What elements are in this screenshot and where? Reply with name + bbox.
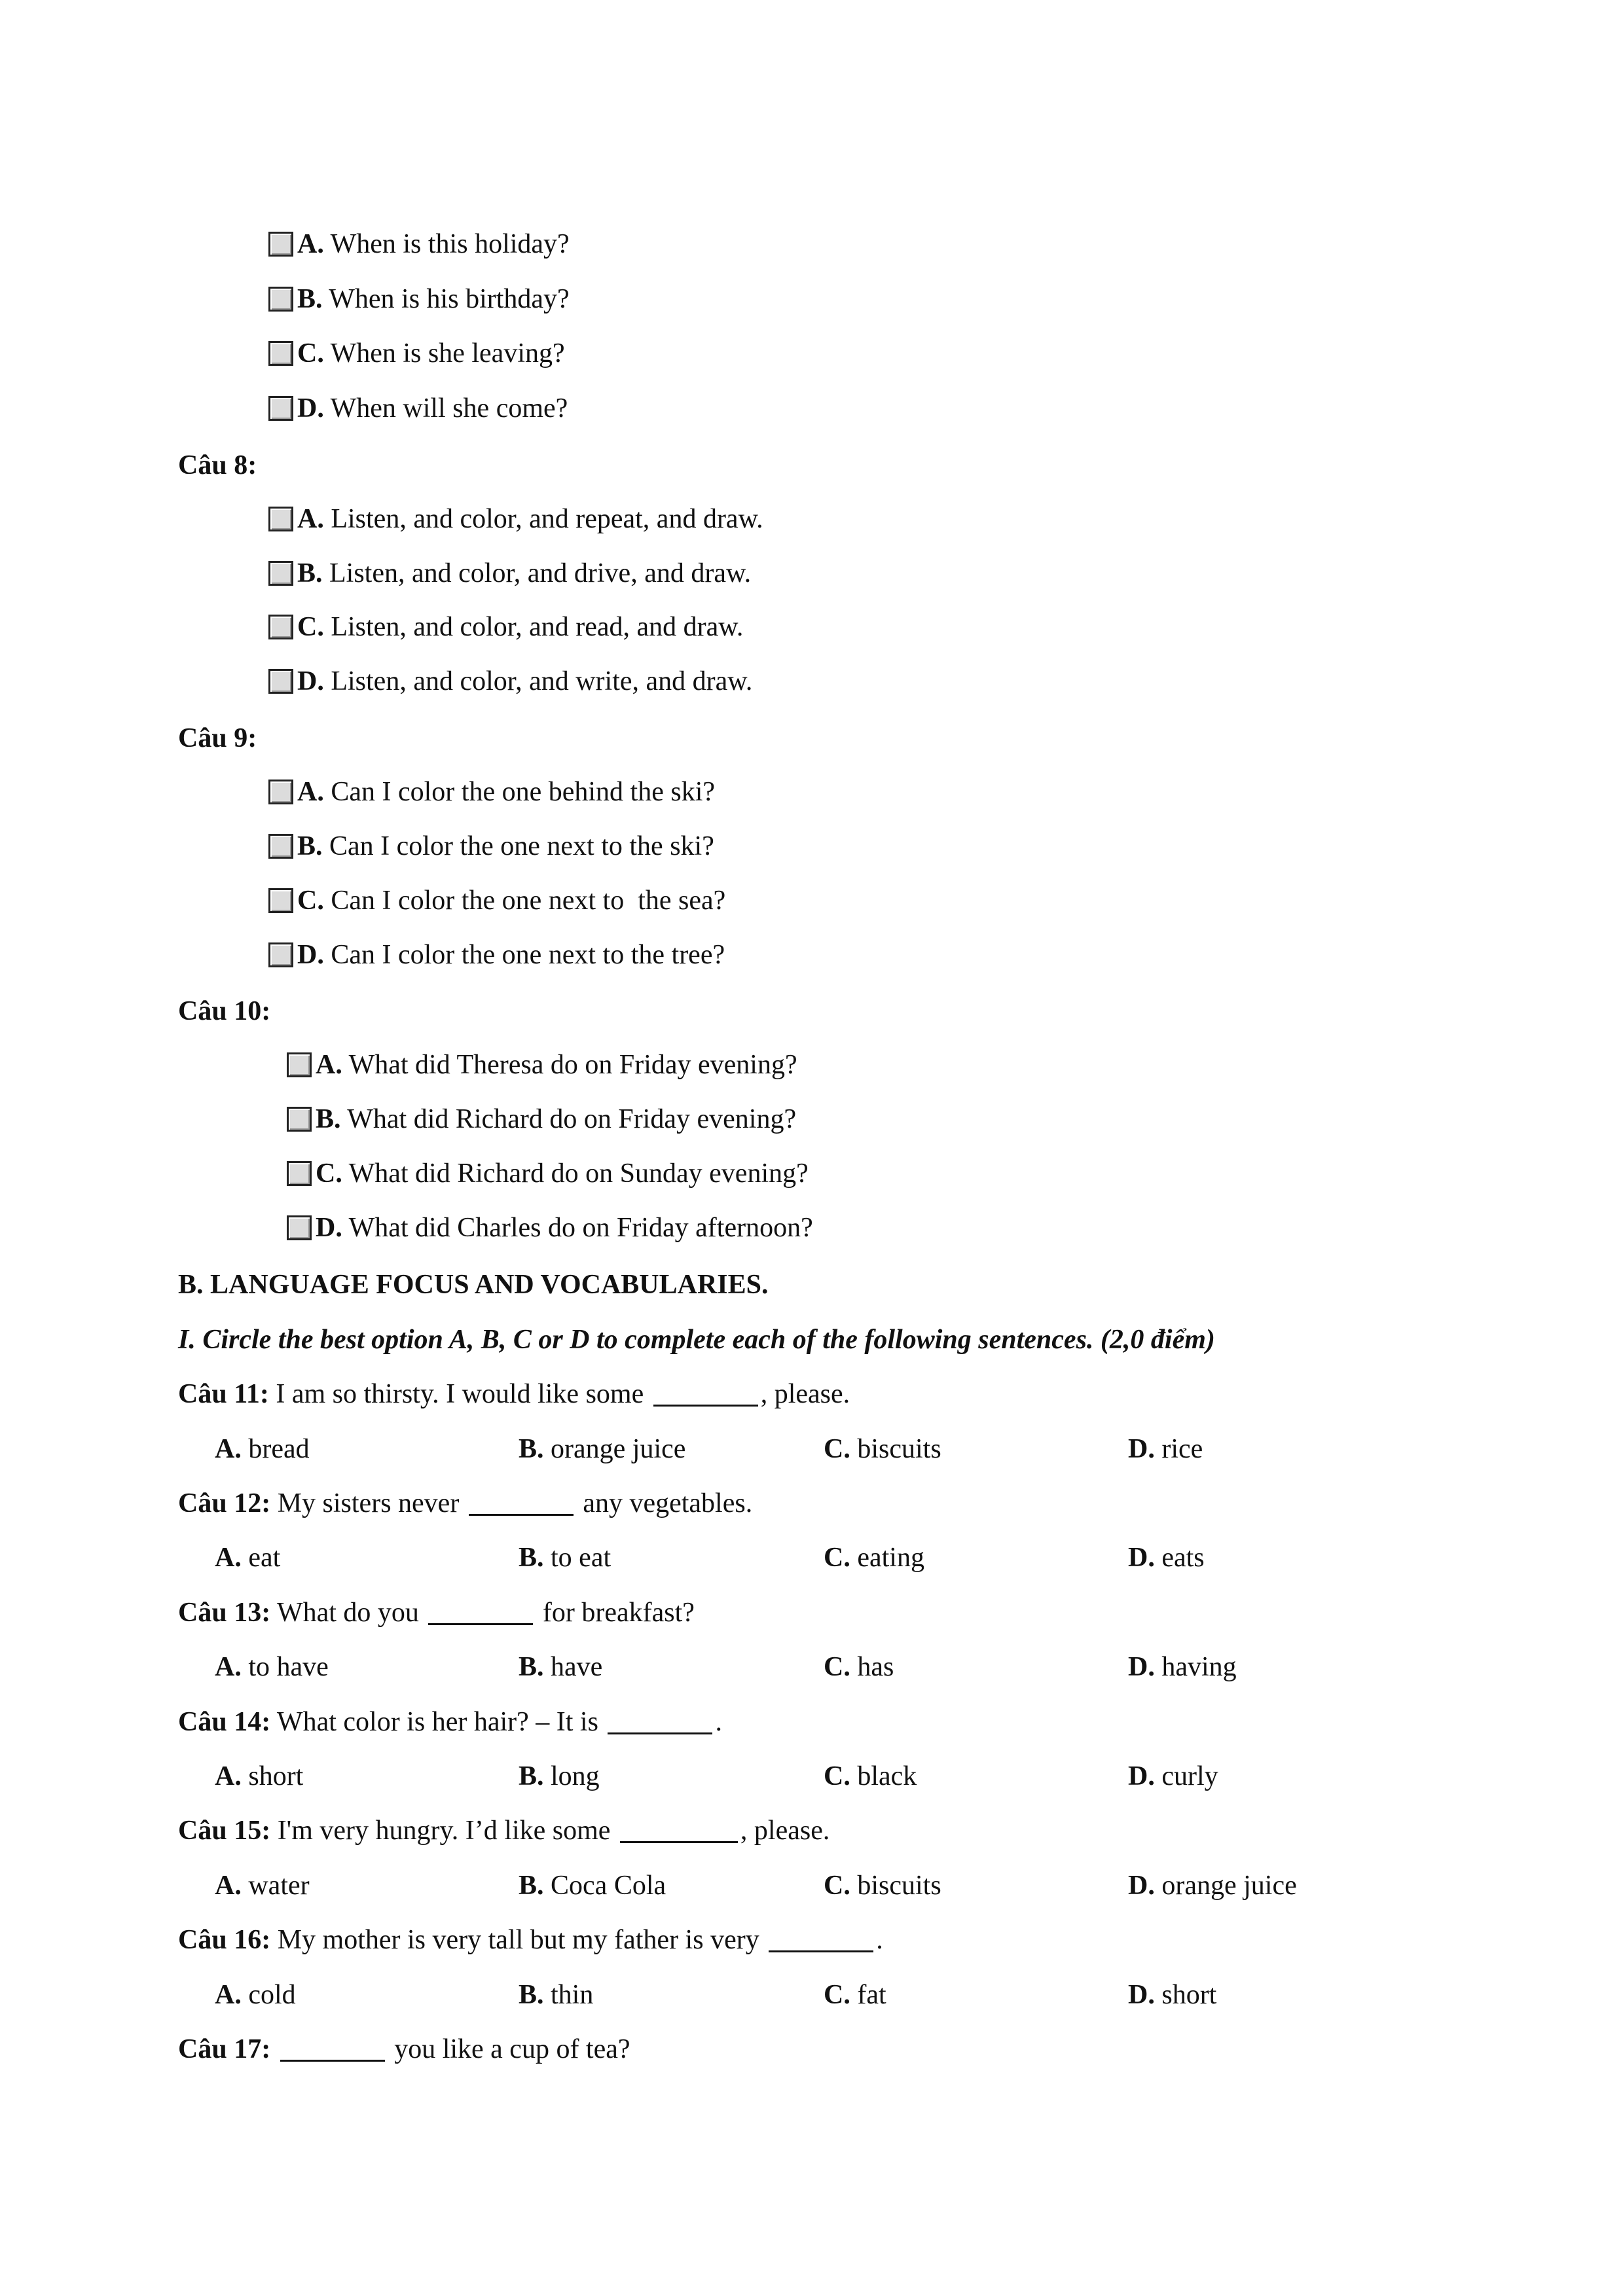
q11-option-c[interactable]: C. biscuits	[824, 1434, 941, 1464]
q11-option-d[interactable]: D. rice	[1128, 1434, 1203, 1464]
q10-option-b: B. What did Richard do on Friday evening?	[287, 1105, 796, 1133]
answer-blank[interactable]	[769, 1928, 873, 1952]
q8-option-c: C. Listen, and color, and read, and draw.	[268, 613, 743, 641]
checkbox-icon[interactable]	[268, 396, 293, 421]
answer-blank[interactable]	[280, 2037, 385, 2062]
checkbox-icon[interactable]	[268, 888, 293, 913]
q16-stem: Câu 16: My mother is very tall but my father is very .	[178, 1925, 883, 1955]
answer-blank[interactable]	[653, 1382, 758, 1407]
answer-blank[interactable]	[469, 1492, 574, 1516]
q8-option-b: B. Listen, and color, and drive, and draw.	[268, 560, 751, 587]
q11-stem: Câu 11: I am so thirsty. I would like some , please.	[178, 1379, 850, 1409]
q15-option-a[interactable]: A. water	[215, 1871, 310, 1901]
q10-label: Câu 10:	[178, 996, 271, 1026]
q9-option-a: A. Can I color the one behind the ski?	[268, 778, 715, 806]
q16-option-a[interactable]: A. cold	[215, 1980, 296, 2010]
q9-option-b: B. Can I color the one next to the ski?	[268, 833, 714, 860]
q10-option-d: D. What did Charles do on Friday afternoon?	[287, 1214, 813, 1242]
q12-option-a[interactable]: A. eat	[215, 1543, 281, 1573]
section-b-heading: B. LANGUAGE FOCUS AND VOCABULARIES.	[178, 1270, 769, 1300]
section-b-instruction: I. Circle the best option A, B, C or D to complete each of the following sentences. (2,0 điểm)	[178, 1325, 1215, 1355]
checkbox-icon[interactable]	[268, 615, 293, 639]
answer-blank[interactable]	[620, 1819, 738, 1843]
checkbox-icon[interactable]	[287, 1161, 312, 1186]
q10-option-a: A. What did Theresa do on Friday evening?	[287, 1051, 797, 1079]
q8-label: Câu 8:	[178, 450, 257, 480]
q12-option-b[interactable]: B. to eat	[519, 1543, 611, 1573]
q7-option-d: D. When will she come?	[268, 395, 568, 422]
checkbox-icon[interactable]	[268, 232, 293, 257]
q11-option-b[interactable]: B. orange juice	[519, 1434, 686, 1464]
q8-option-d: D. Listen, and color, and write, and draw.	[268, 668, 752, 695]
q16-option-d[interactable]: D. short	[1128, 1980, 1217, 2010]
q13-option-a[interactable]: A. to have	[215, 1652, 329, 1682]
q9-option-d: D. Can I color the one next to the tree?	[268, 941, 725, 969]
checkbox-icon[interactable]	[268, 669, 293, 694]
q14-stem: Câu 14: What color is her hair? – It is .	[178, 1707, 722, 1737]
q14-option-a[interactable]: A. short	[215, 1761, 304, 1791]
q15-option-d[interactable]: D. orange juice	[1128, 1871, 1297, 1901]
q15-stem: Câu 15: I'm very hungry. I’d like some , please.	[178, 1816, 830, 1846]
q8-option-a: A. Listen, and color, and repeat, and draw.	[268, 505, 763, 533]
checkbox-icon[interactable]	[268, 341, 293, 366]
q13-stem: Câu 13: What do you for breakfast?	[178, 1598, 695, 1628]
q14-option-b[interactable]: B. long	[519, 1761, 600, 1791]
q17-stem: Câu 17: you like a cup of tea?	[178, 2034, 630, 2064]
q13-option-d[interactable]: D. having	[1128, 1652, 1237, 1682]
q15-option-c[interactable]: C. biscuits	[824, 1871, 941, 1901]
q9-option-c: C. Can I color the one next to the sea?	[268, 887, 725, 914]
checkbox-icon[interactable]	[287, 1215, 312, 1240]
q7-option-a: A. When is this holiday?	[268, 230, 570, 258]
q15-option-b[interactable]: B. Coca Cola	[519, 1871, 666, 1901]
q11-option-a[interactable]: A. bread	[215, 1434, 310, 1464]
checkbox-icon[interactable]	[268, 507, 293, 531]
q10-option-c: C. What did Richard do on Sunday evening?	[287, 1160, 809, 1187]
q12-option-c[interactable]: C. eating	[824, 1543, 924, 1573]
q13-option-b[interactable]: B. have	[519, 1652, 603, 1682]
checkbox-icon[interactable]	[268, 561, 293, 586]
q14-option-d[interactable]: D. curly	[1128, 1761, 1218, 1791]
q12-option-d[interactable]: D. eats	[1128, 1543, 1205, 1573]
checkbox-icon[interactable]	[268, 287, 293, 312]
q12-stem: Câu 12: My sisters never any vegetables.	[178, 1488, 753, 1518]
q16-option-c[interactable]: C. fat	[824, 1980, 886, 2010]
q7-option-b: B. When is his birthday?	[268, 285, 570, 313]
q14-option-c[interactable]: C. black	[824, 1761, 917, 1791]
q9-label: Câu 9:	[178, 723, 257, 753]
checkbox-icon[interactable]	[287, 1052, 312, 1077]
q7-option-c: C. When is she leaving?	[268, 340, 565, 367]
checkbox-icon[interactable]	[268, 834, 293, 859]
checkbox-icon[interactable]	[268, 780, 293, 804]
checkbox-icon[interactable]	[268, 942, 293, 967]
checkbox-icon[interactable]	[287, 1107, 312, 1132]
answer-blank[interactable]	[428, 1601, 533, 1625]
answer-blank[interactable]	[608, 1710, 712, 1734]
q16-option-b[interactable]: B. thin	[519, 1980, 594, 2010]
q13-option-c[interactable]: C. has	[824, 1652, 894, 1682]
